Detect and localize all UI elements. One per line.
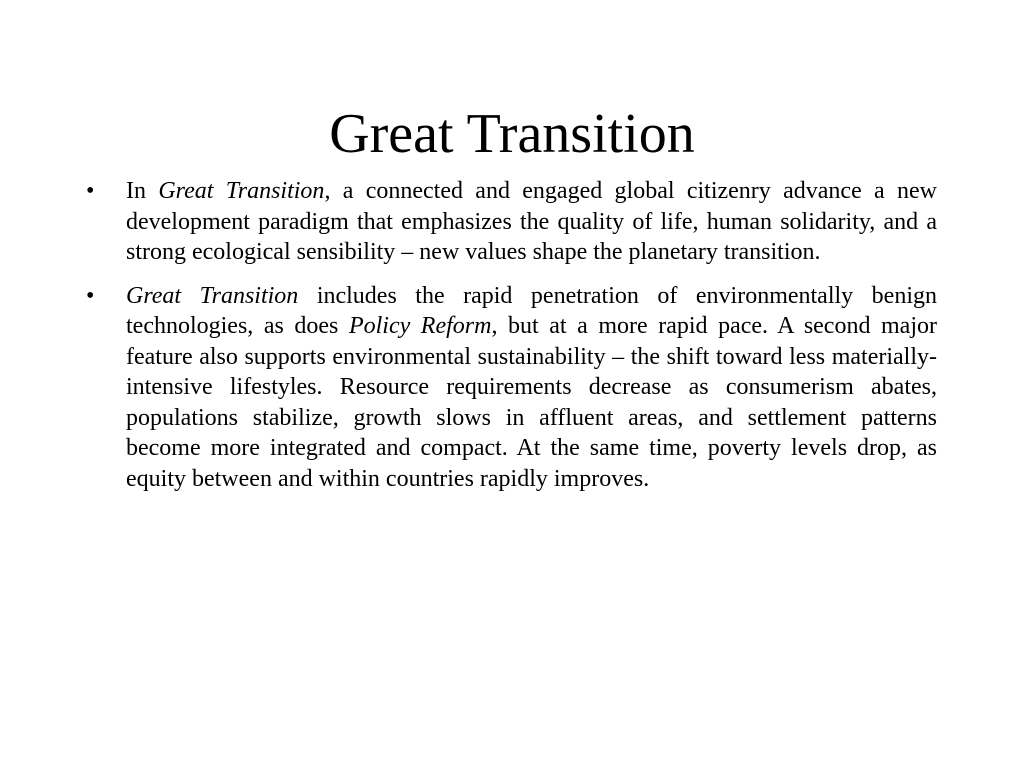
bullet-marker: • [86,178,95,204]
bullet-text-1 [126,178,937,265]
bullet-item-2 [84,281,937,495]
bullet-1-segment-1: In [126,178,159,204]
bullet-2-segment-2: includes the rapid penetration of environmentally benign technologies, as does [126,282,937,339]
bullet-1-segment-2: Great Transition [158,178,325,204]
bullet-1-segment-3: , a connected and engaged global citizenry advance a new development paradigm that emphasizes the quality of life, human solidarity, and a strong ecological sensibility – new values shape the planetary transition. [126,178,937,265]
slide-title: Great Transition [329,103,695,165]
bullet-2-segment-3: Policy Reform [348,313,492,339]
bullet-marker: • [86,282,95,309]
bullet-2-segment-1: Great Transition [126,282,299,309]
bullet-2-segment-4: , but at a more rapid pace. A second major feature also supports environmental sustainability – the shift toward less materially-intensive lifestyles. Resource requirements decrease as consumerism abates, populations stabilize, growth slows in affluent areas, and settlement patterns become more integrated and compact. At the same time, poverty levels drop, as equity between and within countries rapidly improves. [126,313,937,492]
bullet-text-2 [126,283,937,492]
bullet-list [84,176,937,507]
bullet-item-1 [84,176,937,268]
